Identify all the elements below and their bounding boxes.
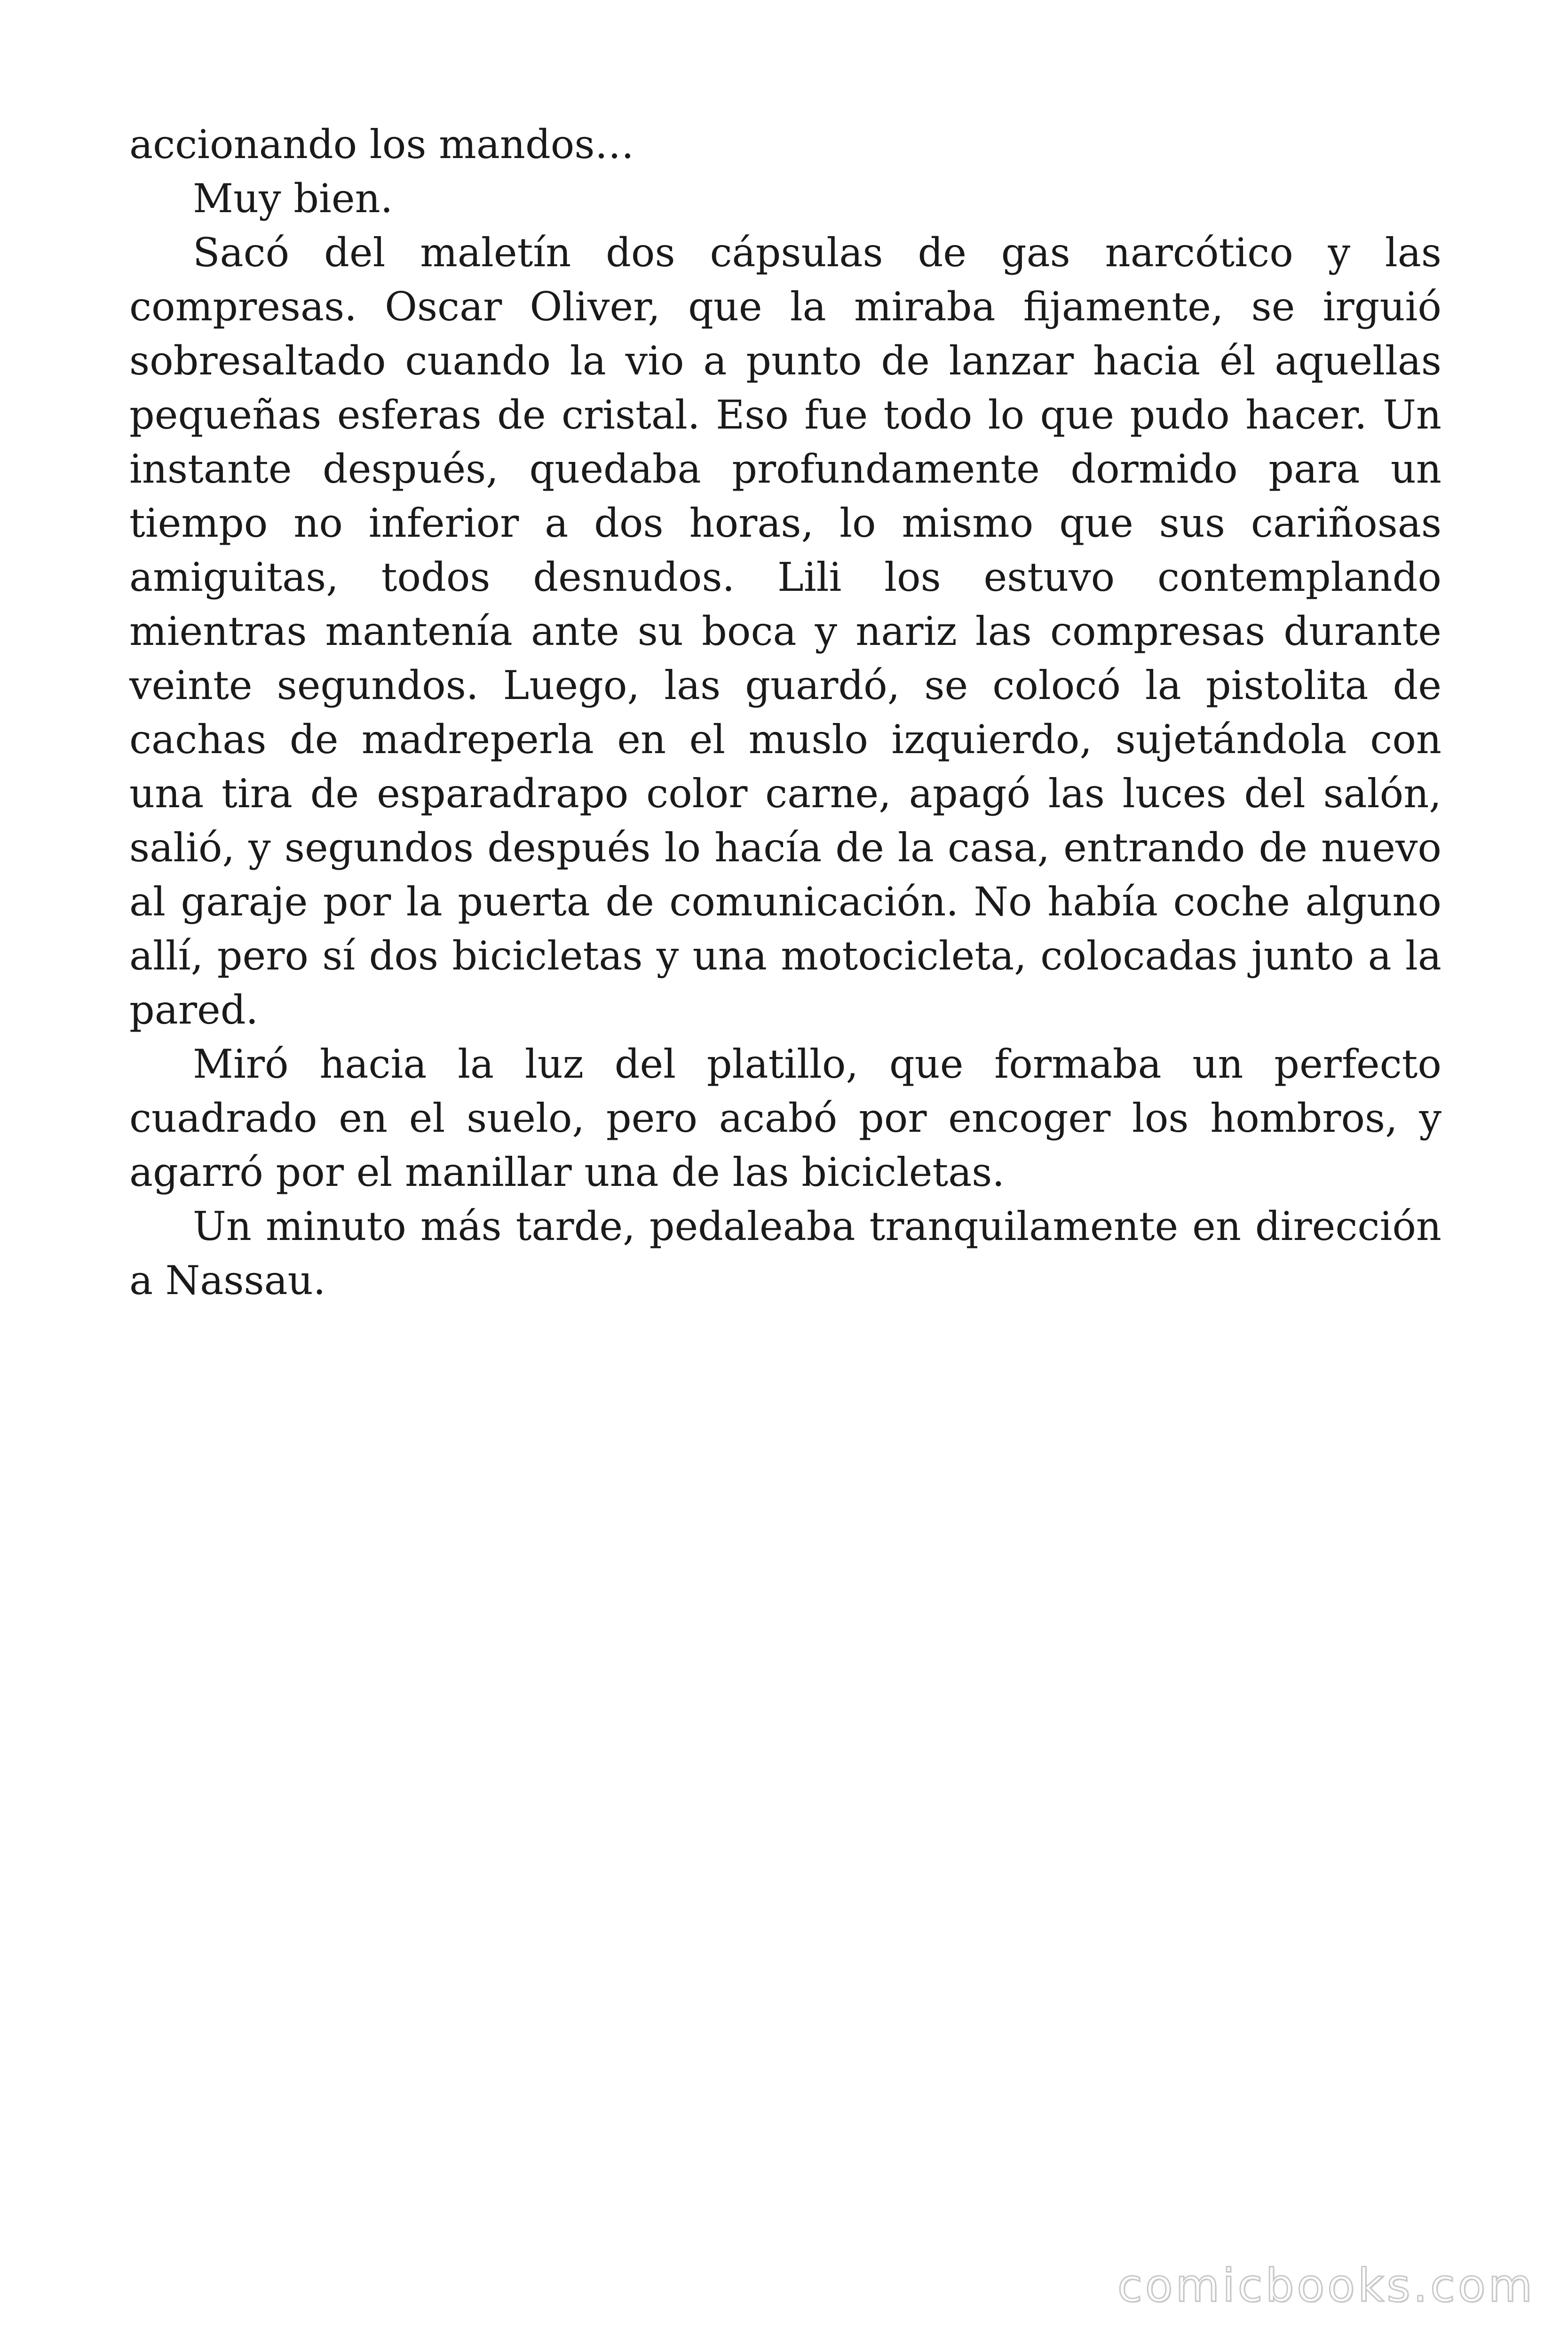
- paragraph-4: Miró hacia la luz del platillo, que formaba un perfecto cuadrado en el suelo, pero acabó por encoger los hombros, y agarró por el manillar una de las bicicletas.: [129, 1041, 1441, 1195]
- paragraph-2: Muy bien.: [193, 175, 393, 222]
- body-text: [129, 118, 1441, 1308]
- paragraph-5: Un minuto más tarde, pedaleaba tranquilamente en dirección a Nassau.: [129, 1203, 1441, 1303]
- paragraph-3: Sacó del maletín dos cápsulas de gas narcótico y las compresas. Oscar Oliver, que la miraba fijamente, se irguió sobresaltado cuando la vio a punto de lanzar hacia él aquellas pequeñas esferas de cristal. Eso fue todo lo que pudo hacer. Un instante después, quedaba profundamente dormido para un tiempo no inferior a dos horas, lo mismo que sus cariñosas amiguitas, todos desnudos. Lili los estuvo contemplando mientras mantenía ante su boca y nariz las compresas durante veinte segundos. Luego, las guardó, se colocó la pistolita de cachas de madreperla en el muslo izquierdo, sujetándola con una tira de esparadrapo color carne, apagó las luces del salón, salió, y segundos después lo hacía de la casa, entrando de nuevo al garaje por la puerta de comunicación. No había coche alguno allí, pero sí dos bicicletas y una motocicleta, colocadas junto a la pared.: [129, 230, 1441, 1033]
- paragraph-1: accionando los mandos…: [129, 121, 634, 167]
- watermark: comicbooks.com: [1117, 2259, 1535, 2312]
